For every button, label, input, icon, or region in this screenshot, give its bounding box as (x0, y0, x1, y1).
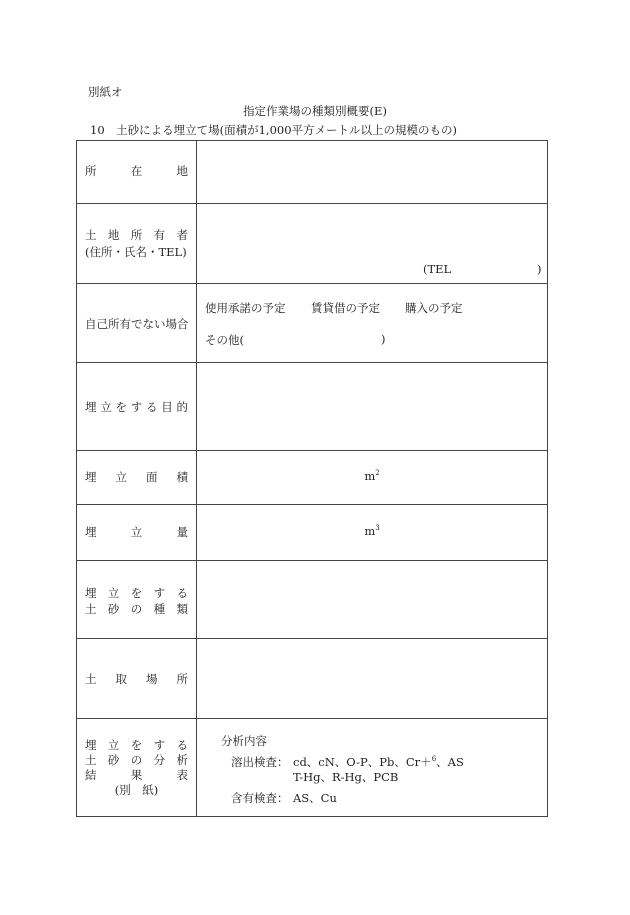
label-char: 種 (153, 602, 166, 616)
label-text (85, 585, 188, 601)
label-char: 量 (176, 525, 188, 539)
label-char: を (130, 738, 143, 752)
label-char: る (146, 400, 158, 414)
row-owner (77, 203, 547, 283)
label-char: 所 (176, 672, 188, 686)
option-other-open[interactable]: その他( (205, 333, 244, 347)
label-char: を (130, 586, 143, 600)
row-analysis (77, 718, 547, 816)
label-char: 埋 (85, 586, 97, 600)
row-location (77, 141, 547, 203)
label-volume (77, 505, 197, 560)
volume-unit: $m^3$ (364, 524, 380, 538)
label-char: 表 (176, 768, 188, 782)
label-char: 類 (176, 602, 188, 616)
label-char: 埋 (85, 400, 97, 414)
label-char: 砂 (107, 753, 120, 767)
label-char: の (130, 602, 143, 616)
label-char: 有 (153, 228, 166, 242)
row-volume (77, 504, 547, 560)
elution-test-label: 溶出検査： (231, 755, 289, 769)
analysis-content-title: 分析内容 (221, 734, 267, 748)
label-char: る (176, 586, 188, 600)
source-field[interactable] (197, 639, 547, 718)
label-purpose (77, 363, 197, 450)
label-char: す (130, 400, 143, 414)
option-lease[interactable]: 賃貸借の予定 (311, 301, 380, 315)
row-area (77, 450, 547, 504)
label-analysis (77, 719, 197, 816)
label-not-owned (77, 284, 197, 362)
label-char: 立 (107, 586, 120, 600)
label-char: 立 (130, 525, 143, 539)
label-char: る (176, 738, 188, 752)
attachment-label: 別紙オ (88, 85, 123, 99)
label-source (77, 639, 197, 718)
label-text: 自己所有でない場合 (85, 317, 189, 331)
label-char: 地 (107, 228, 120, 242)
label-char: 所 (85, 164, 97, 178)
label-location (77, 141, 197, 203)
tel-close-label: ) (537, 262, 542, 276)
label-text (85, 601, 188, 617)
tel-open-label: (TEL (423, 262, 452, 276)
option-other-close: ) (381, 332, 386, 346)
area-unit: $m^2$ (364, 469, 380, 483)
label-char: 果 (130, 768, 143, 782)
label-char: 土 (85, 672, 97, 686)
label-char: を (115, 400, 127, 414)
label-char: 析 (176, 753, 188, 767)
elution-test-items: cd、cN、O-P、Pb、Cr＋$^6$、AS (293, 755, 464, 769)
label-char: 分 (153, 753, 166, 767)
label-char: 面 (146, 470, 158, 484)
label-text (85, 671, 188, 687)
label-char: 埋 (85, 525, 97, 539)
label-char: 結 (85, 768, 97, 782)
document-title: 指定作業場の種類別概要(E) (243, 104, 387, 118)
area-field[interactable] (197, 451, 547, 504)
label-char: 取 (115, 672, 127, 686)
label-char: 目 (161, 400, 173, 414)
label-text (85, 752, 188, 768)
label-char: 積 (176, 470, 188, 484)
label-owner-sub: (住所・氏名・TEL) (85, 245, 187, 259)
label-analysis-sub: (別 紙) (114, 783, 159, 797)
volume-field[interactable] (197, 505, 547, 560)
label-char: 土 (85, 228, 97, 242)
label-text (85, 524, 188, 540)
label-owner (77, 204, 197, 283)
option-purchase[interactable]: 購入の予定 (405, 301, 463, 315)
label-char: 立 (115, 470, 127, 484)
document-subtitle: 10 土砂による埋立て場(面積が1,000平方メートル以上の規模のもの) (90, 123, 458, 137)
label-char: 砂 (107, 602, 120, 616)
label-area (77, 451, 197, 504)
label-text (85, 163, 188, 179)
label-char: す (153, 586, 166, 600)
label-text (85, 227, 188, 243)
row-not-owned (77, 283, 547, 362)
owner-field[interactable] (197, 204, 547, 283)
analysis-field (197, 719, 547, 816)
purpose-field[interactable] (197, 363, 547, 450)
label-char: の (130, 753, 143, 767)
label-char: 的 (176, 400, 188, 414)
label-text (85, 737, 188, 753)
label-char: 立 (100, 400, 112, 414)
location-field[interactable] (197, 141, 547, 203)
label-text (85, 767, 188, 783)
not-owned-field (197, 284, 547, 362)
label-char: 地 (176, 164, 188, 178)
soil-type-field[interactable] (197, 561, 547, 638)
content-test-items: AS、Cu (293, 791, 337, 805)
row-soil-type (77, 560, 547, 638)
label-char: 場 (146, 672, 158, 686)
label-char: 立 (107, 738, 120, 752)
label-char: 埋 (85, 738, 97, 752)
label-text (85, 399, 188, 415)
option-usage-consent[interactable]: 使用承諾の予定 (205, 301, 286, 315)
form-table (76, 140, 548, 817)
label-char: す (153, 738, 166, 752)
label-char: 土 (85, 753, 97, 767)
label-text (85, 469, 188, 485)
label-char: 埋 (85, 470, 97, 484)
label-soil-type (77, 561, 197, 638)
label-char: 者 (176, 228, 188, 242)
label-char: 土 (85, 602, 97, 616)
row-purpose (77, 362, 547, 450)
row-source (77, 638, 547, 718)
label-char: 在 (130, 164, 143, 178)
label-char: 所 (130, 228, 143, 242)
elution-test-items-line2: T-Hg、R-Hg、PCB (293, 770, 399, 784)
content-test-label: 含有検査： (231, 791, 289, 805)
